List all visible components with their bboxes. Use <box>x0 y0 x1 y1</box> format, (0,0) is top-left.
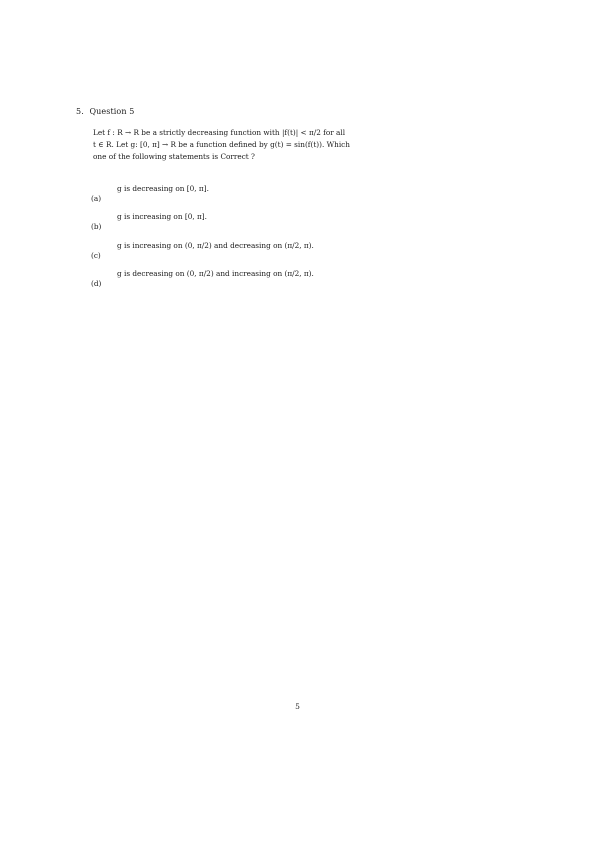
question-heading <box>76 107 134 116</box>
option-d <box>91 269 411 293</box>
option-a-tag: (a) <box>91 194 102 203</box>
option-b-tag: (b) <box>91 222 102 231</box>
option-d-tag: (d) <box>91 279 102 288</box>
option-d-text: g is decreasing on (0, π/2) and increasing on (π/2, π). <box>117 269 314 278</box>
page-number: 5 <box>295 702 300 711</box>
option-b-text: g is increasing on [0, π]. <box>117 212 207 221</box>
option-c-text: g is increasing on (0, π/2) and decreasing on (π/2, π). <box>117 241 314 250</box>
option-a <box>91 184 411 208</box>
stem-line-1: Let f : R → R be a strictly decreasing function with |f(t)| < π/2 for all <box>93 128 346 137</box>
stem-line-3: one of the following statements is Correct ? <box>93 152 255 161</box>
option-a-text: g is decreasing on [0, π]. <box>117 184 209 193</box>
option-c-tag: (c) <box>91 251 101 260</box>
stem-line-2: t ∈ R. Let g: [0, π] → R be a function defined by g(t) = sin(f(t)). Which <box>93 140 350 149</box>
option-c <box>91 241 411 265</box>
question-number: 5. <box>76 107 84 116</box>
question-stem <box>93 127 428 163</box>
question-title: Question 5 <box>89 107 135 116</box>
option-b <box>91 212 411 236</box>
